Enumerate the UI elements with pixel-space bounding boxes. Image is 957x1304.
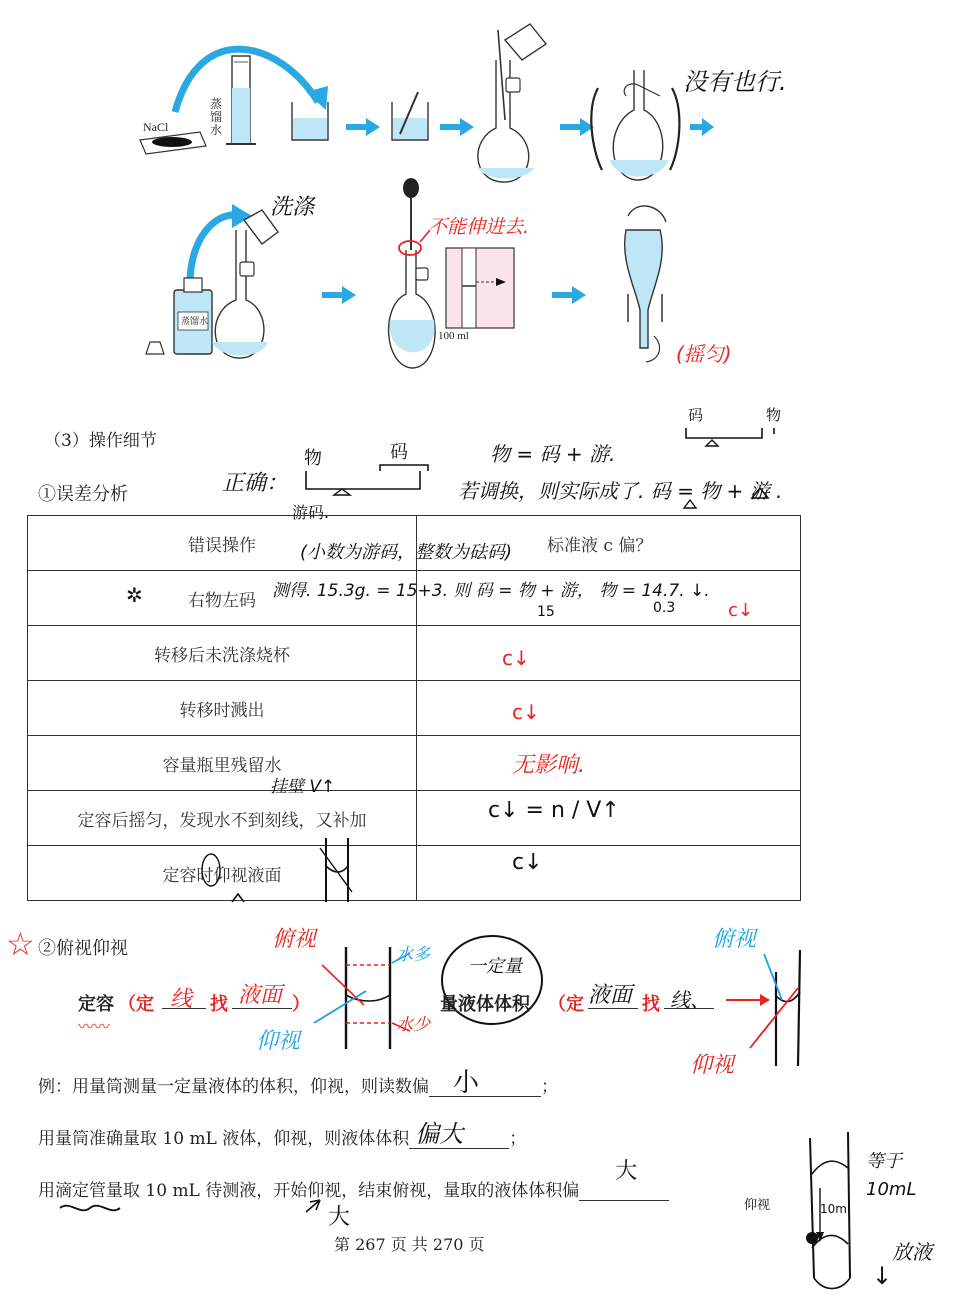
row-res-4: [417, 736, 801, 791]
example-2: 用量筒准确量取 10 mL 液体，仰视，则液体体积 偏大 ；: [38, 1124, 526, 1149]
volumetric-flask-2: [215, 230, 264, 358]
row-res-3: [417, 681, 801, 736]
row3-result: c↓: [512, 700, 540, 724]
label-fushi-right: 俯视: [712, 927, 757, 952]
paren-2: （定: [548, 994, 584, 1015]
row6-sketch: [318, 836, 398, 916]
label-yangshi-left: 仰视: [256, 1029, 301, 1054]
step-arrow-2: [440, 118, 474, 136]
row1-note: 测得. 15.3g. = 15+3. 则 码 = 物 + 游， 物 = 14.7. ↓.: [272, 581, 710, 601]
table-row: [28, 626, 801, 681]
example-1-answer: 小: [453, 1068, 480, 1098]
example-1: 例：用量筒测量一定量液体的体积，仰视，则读数偏 小 ；: [38, 1072, 558, 1097]
balance-sketch-right: [670, 420, 830, 510]
table-row: [28, 736, 801, 791]
note-wu: 物: [304, 448, 322, 469]
dingrong-label: 定容: [78, 994, 114, 1015]
step-arrow-1: [346, 118, 380, 136]
row1-note-b: 0.3: [653, 600, 676, 616]
error-analysis-table: [27, 515, 801, 901]
example-2-answer: 偏大: [415, 1120, 464, 1148]
step-arrow-4: [690, 118, 714, 136]
note-if-reverse: 若调换，则实际成了. 码 = 物 + 游 .: [458, 479, 783, 503]
row-op-1: 右物左码: [28, 571, 417, 626]
page-footer: 第 267 页 共 270 页: [334, 1235, 485, 1254]
answer-xian2: 线、: [670, 988, 710, 1012]
subheading-viewing: ②俯视仰视: [38, 938, 128, 959]
example-3-answer: 大: [615, 1159, 638, 1184]
label-liangqu: 量液体体积: [440, 994, 530, 1015]
note-wash: 洗涤: [270, 195, 315, 220]
label-fushi-left: 俯视: [272, 927, 317, 952]
note-not-insert: 不能伸进去.: [428, 216, 530, 238]
inverted-flask: [625, 230, 663, 348]
row6-result: c↓: [512, 850, 543, 875]
row4-result: 无影响.: [512, 753, 585, 778]
volumetric-flask-1: [478, 60, 529, 182]
table-row: [28, 681, 801, 736]
row-op-3: 转移时溅出: [28, 681, 417, 736]
header-result: 标准液 c 偏？: [417, 516, 801, 571]
subheading-error-analysis: ①误差分析: [38, 484, 128, 505]
bottle-label: 蒸馏水: [181, 317, 209, 327]
step-arrow-6: [552, 286, 586, 304]
answer-yemian2: 液面: [588, 983, 633, 1008]
step-arrow-5: [322, 286, 356, 304]
example-3: 用滴定管量取 10 mL 待测液，开始仰视，结束俯视，量取的液体体积偏 大: [38, 1176, 669, 1201]
row-op-5: 定容后摇匀，发现水不到刻线，又补加: [28, 791, 417, 846]
water-label: 蒸 馏 水: [210, 97, 223, 137]
example-3-mark-da: 大: [328, 1205, 351, 1230]
side-fangye: 放液: [892, 1240, 932, 1264]
close-paren-1: ）: [292, 994, 310, 1015]
row-op-6: 定容时仰视液面: [28, 846, 417, 901]
table-row: [28, 846, 801, 901]
note-eq1: 物 = 码 + 游.: [490, 442, 616, 466]
note-ma: 码: [390, 442, 408, 463]
header-operation: 错误操作: [28, 516, 417, 571]
note-correct: 正确：: [222, 471, 289, 496]
note-decimal: (小数为游码，整数为砝码): [300, 542, 513, 563]
side-down-arrow: ↓: [872, 1262, 893, 1290]
note-no-shake: 没有也行.: [683, 68, 787, 96]
label-shuishao: 水少: [396, 1015, 430, 1035]
note-shake: (摇匀): [676, 342, 732, 366]
side-dengyu: 等于 10mL: [866, 1151, 917, 1200]
zhao-label: 找: [210, 994, 228, 1015]
row-res-2: [417, 626, 801, 681]
nacl-pile: [152, 137, 192, 147]
note-wu-2: 物: [766, 406, 782, 424]
zoom-inset: [446, 248, 514, 328]
section-heading: （3）操作细节: [44, 431, 157, 451]
star-mark: ☆: [6, 925, 35, 963]
row-op-2: 转移后未洗涤烧杯: [28, 626, 417, 681]
row5-result: c↓ = n / V↑: [488, 798, 620, 823]
row1-result: c↓: [728, 600, 753, 621]
star-mark-small: ✲: [126, 583, 143, 607]
answer-xian: 线: [170, 987, 193, 1012]
note-youma: 游码.: [292, 503, 330, 522]
dingrong-underline: 〰〰: [78, 1017, 111, 1036]
label-shuiduo: 水多: [396, 945, 430, 965]
row-res-6: [417, 846, 801, 901]
table-row: [28, 791, 801, 846]
dingrong-paren: （定: [118, 994, 154, 1015]
label-yangshi-right: 仰视: [690, 1053, 735, 1078]
nacl-label: NaCl: [143, 120, 169, 134]
row2-result: c↓: [502, 646, 530, 670]
row1-note-a: 15: [537, 604, 555, 620]
dropper-bulb: [403, 178, 419, 198]
label-yiding: 一定量: [468, 956, 522, 977]
row-op-4: 容量瓶里残留水: [28, 736, 417, 791]
zhao2-label: 找: [642, 994, 660, 1015]
side-10ml: 10ml: [820, 1202, 851, 1216]
answer-yemian: 液面: [238, 983, 283, 1008]
flask-volume-label: 100 ml: [438, 330, 469, 342]
apparatus-row-2: [0, 170, 957, 370]
step-arrow-3: [560, 118, 594, 136]
note-ma-2: 码: [688, 406, 704, 424]
bottle-cap: [146, 342, 164, 354]
row5-note: 挂壁 V↑: [270, 777, 336, 797]
side-yangshi: 仰视: [744, 1198, 771, 1213]
